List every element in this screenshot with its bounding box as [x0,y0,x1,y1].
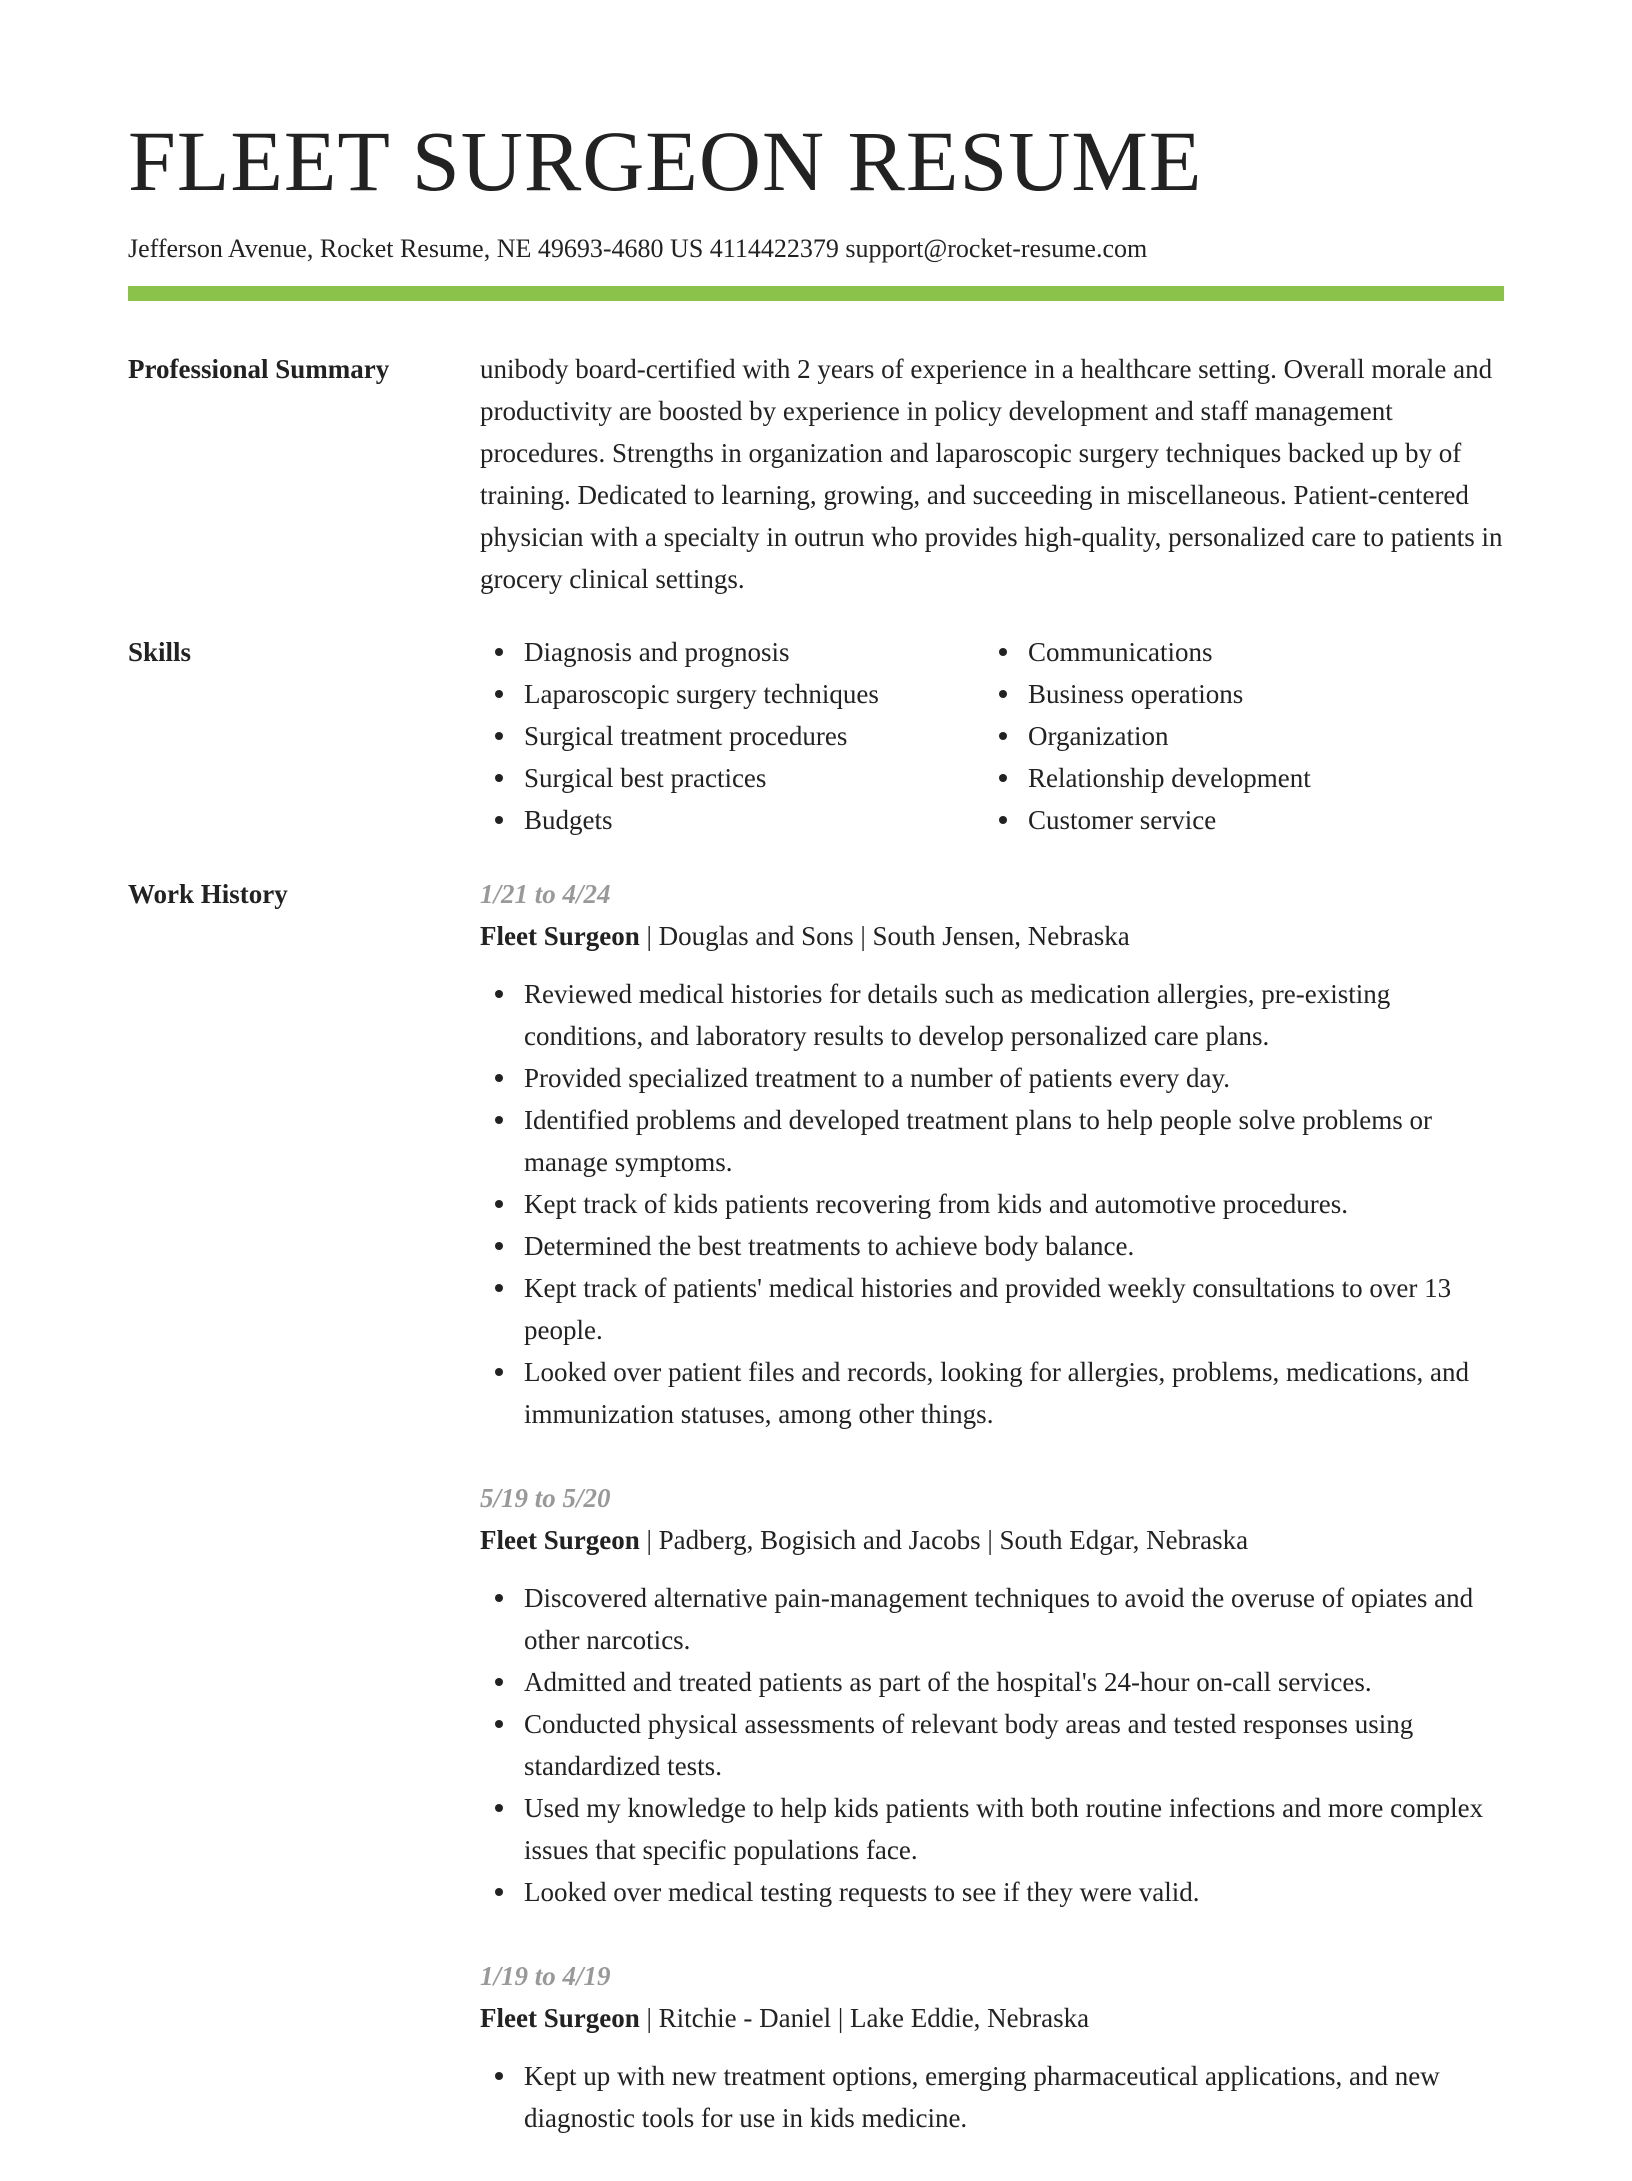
job-header [480,1519,1504,1561]
skill-item: Customer service [1028,799,1488,841]
duty-item: Determined the best treatments to achieve body balance. [524,1225,1504,1267]
job-details: | Ritchie - Daniel | Lake Eddie, Nebraska [639,2003,1090,2033]
skills-columns [480,631,1504,841]
job-title: Fleet Surgeon [480,2003,640,2033]
skill-item: Communications [1028,631,1488,673]
job-entry [480,1955,1504,2139]
skills-list-right [984,631,1488,841]
resume-title: FLEET SURGEON RESUME [128,113,1203,209]
skills-list-left [480,631,984,841]
contact-line [128,233,1147,265]
accent-divider [128,286,1504,301]
work-history-heading: Work History [128,879,288,909]
duty-item: Reviewed medical histories for details such as medication allergies, pre-existing conditions, and laboratory results to develop personalized care plans. [524,973,1504,1057]
skills-heading: Skills [128,637,192,667]
summary-heading: Professional Summary [128,354,390,384]
job-entry [480,1477,1504,1913]
skill-item: Business operations [1028,673,1488,715]
duty-item: Conducted physical assessments of relevant body areas and tested responses using standardized tests. [524,1703,1504,1787]
skill-item: Relationship development [1028,757,1488,799]
skill-item: Diagnosis and prognosis [524,631,984,673]
contact-phone: 4114422379 [709,234,839,263]
duty-item: Kept track of kids patients recovering from kids and automotive procedures. [524,1183,1504,1225]
job-duties [480,2055,1504,2139]
duty-item: Looked over patient files and records, looking for allergies, problems, medications, and immunization statuses, among other things. [524,1351,1504,1435]
duty-item: Kept up with new treatment options, emerging pharmaceutical applications, and new diagnostic tools for use in kids medicine. [524,2055,1504,2139]
skill-item: Surgical treatment procedures [524,715,984,757]
work-history-body [480,873,1504,2181]
summary-text: unibody board-certified with 2 years of experience in a healthcare setting. Overall morale and productivity are boosted by experience in policy development and staff management procedures. Strengths in organization and laparoscopic surgery techniques backed up by of training. Dedicated to learning, growing, and succeeding in miscellaneous. Patient-centered physician with a specialty in outrun who provides high-quality, personalized care to patients in grocery clinical settings. [480,354,1503,594]
job-duties [480,1577,1504,1913]
skills-body [480,631,1504,841]
contact-address: Jefferson Avenue, Rocket Resume, NE 49693-4680 US [128,234,704,263]
job-entry [480,873,1504,1435]
skill-item: Organization [1028,715,1488,757]
job-dates: 1/21 to 4/24 [480,879,611,909]
job-dates: 1/19 to 4/19 [480,1961,611,1991]
job-duties [480,973,1504,1435]
duty-item: Looked over medical testing requests to see if they were valid. [524,1871,1504,1913]
skill-item: Budgets [524,799,984,841]
skill-item: Laparoscopic surgery techniques [524,673,984,715]
job-dates: 5/19 to 5/20 [480,1483,611,1513]
contact-email: support@rocket-resume.com [845,234,1148,263]
job-header [480,1997,1504,2039]
skill-item: Surgical best practices [524,757,984,799]
job-header [480,915,1504,957]
duty-item: Admitted and treated patients as part of the hospital's 24-hour on-call services. [524,1661,1504,1703]
job-details: | Padberg, Bogisich and Jacobs | South Edgar, Nebraska [639,1525,1249,1555]
summary-body [480,348,1504,600]
duty-item: Kept track of patients' medical histories and provided weekly consultations to over 13 people. [524,1267,1504,1351]
job-title: Fleet Surgeon [480,1525,640,1555]
duty-item: Discovered alternative pain-management techniques to avoid the overuse of opiates and other narcotics. [524,1577,1504,1661]
job-title: Fleet Surgeon [480,921,640,951]
duty-item: Provided specialized treatment to a number of patients every day. [524,1057,1504,1099]
job-details: | Douglas and Sons | South Jensen, Nebraska [639,921,1130,951]
duty-item: Used my knowledge to help kids patients with both routine infections and more complex issues that specific populations face. [524,1787,1504,1871]
duty-item: Identified problems and developed treatment plans to help people solve problems or manage symptoms. [524,1099,1504,1183]
